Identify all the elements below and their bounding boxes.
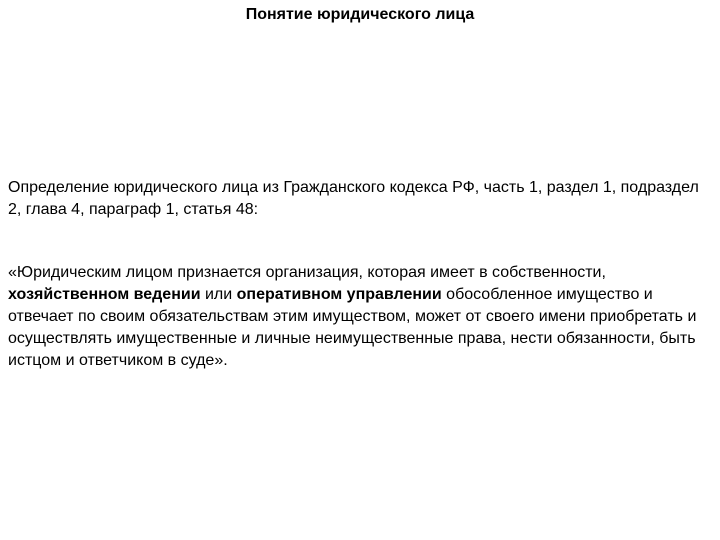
legal-quote-paragraph xyxy=(8,262,714,372)
quote-text-part1: «Юридическим лицом признается организация, которая имеет в собственности, xyxy=(8,264,606,281)
quote-text-part3: обособленное имущество и отвечает по своим обязательствам этим имуществом, может от своего имени приобретать и осуществлять имущественные и личные неимущественные права, нести обязанности, быть истцом и ответчиком в суде». xyxy=(8,286,697,369)
page-title: Понятие юридического лица xyxy=(245,6,475,23)
quote-bold-economic-management: хозяйственном ведении xyxy=(8,286,201,303)
quote-text-part2: или xyxy=(200,286,237,303)
quote-bold-operational-management: оперативном управлении xyxy=(236,286,442,303)
definition-paragraph: Определение юридического лица из Гражданского кодекса РФ, часть 1, раздел 1, подраздел 2, глава 4, параграф 1, статья 48: xyxy=(8,179,699,218)
